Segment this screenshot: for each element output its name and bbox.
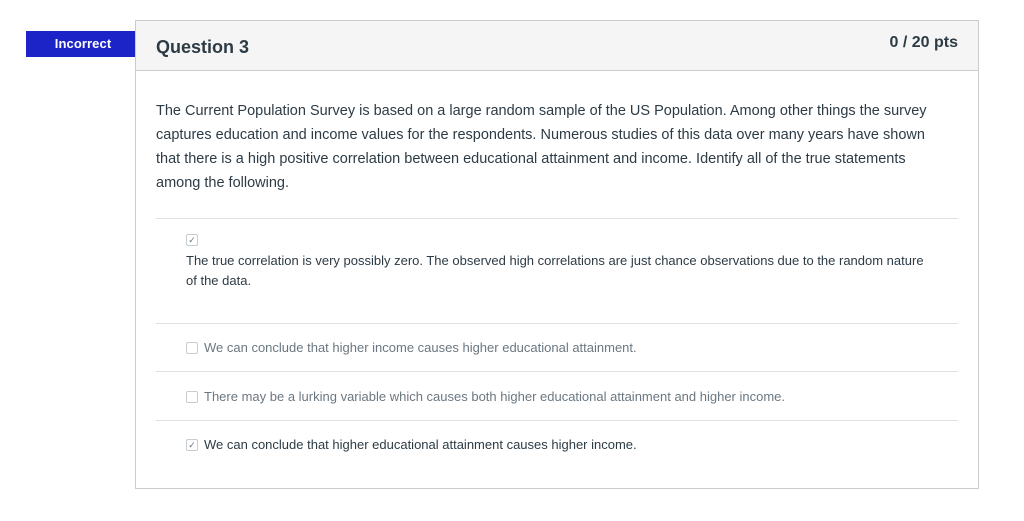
divider [156,420,958,421]
answer-checkbox-unchecked[interactable] [186,391,198,403]
answer-checkbox-checked[interactable]: ✓ [186,439,198,451]
answer-checkbox-unchecked[interactable] [186,342,198,354]
question-text: The Current Population Survey is based on a large random sample of the US Population. Among other things the survey captures education and income values for the respondents. Numerous studies of this data over many years have shown that there is a high positive correlation between educational attainment and income. Identify all of the true statements among the following. [156,103,927,191]
incorrect-label: Incorrect [54,36,112,51]
incorrect-banner [26,31,150,57]
question-card [135,20,979,489]
answer-checkbox-checked[interactable]: ✓ [186,234,198,246]
answer-label: We can conclude that higher educational attainment causes higher income. [204,437,637,452]
answer-option-3[interactable] [186,387,926,407]
question-points: 0 / 20 pts [889,34,958,51]
question-title: Question 3 [156,37,250,57]
divider [156,323,958,324]
answer-option-4[interactable] [186,435,926,455]
answer-label: We can conclude that higher income causes higher educational attainment. [204,340,637,355]
answer-option-2[interactable] [186,338,926,358]
answer-label: There may be a lurking variable which causes both higher educational attainment and higher income. [204,389,786,404]
answer-option-1[interactable] [186,235,926,291]
divider [156,218,958,219]
divider [156,371,958,372]
answer-label: The true correlation is very possibly zero. The observed high correlations are just chance observations due to the random nature of the data. [186,253,924,288]
question-header [136,21,978,71]
